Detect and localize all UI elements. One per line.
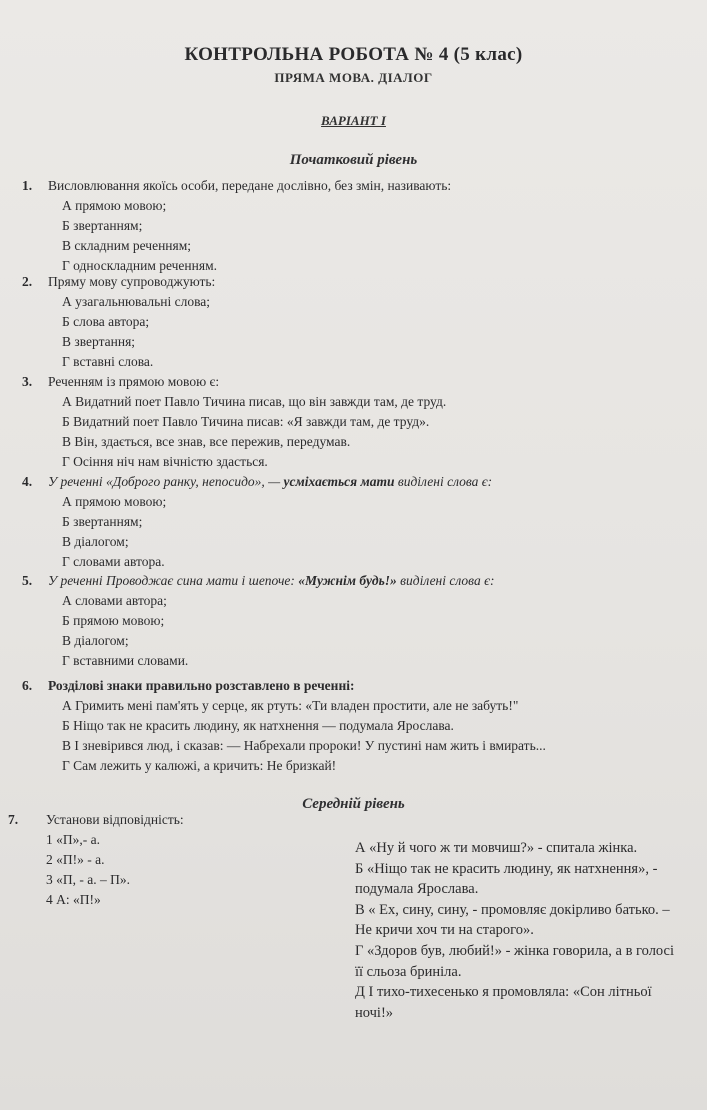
- match-right-item: Г «Здоров був, любий!» - жінка говорила, а в голосі її сльоза бриніла.: [355, 942, 674, 980]
- match-left-column: [46, 830, 306, 910]
- match-left-item: 1 «П»,- а.: [46, 832, 100, 847]
- answer-option: Б звертанням;: [62, 218, 143, 233]
- document-title: КОНТРОЛЬНА РОБОТА № 4 (5 клас): [184, 44, 523, 65]
- answer-option: А Гримить мені пам'ять у серце, як ртуть: «Ти владен простити, але не забуть!": [62, 698, 519, 713]
- question-number: 6.: [22, 678, 33, 693]
- answer-option: Г односкладним реченням.: [62, 258, 217, 273]
- answer-option: В діалогом;: [62, 633, 129, 648]
- question-3: [22, 372, 692, 472]
- question-number: 2.: [22, 274, 33, 289]
- question-text: Пряму мову супроводжують:: [48, 274, 216, 289]
- answer-option: Г вставними словами.: [62, 653, 189, 668]
- question-2: [22, 272, 692, 372]
- match-right-item: А «Ну й чого ж ти мовчиш?» - спитала жінка.: [355, 840, 638, 856]
- answer-option: Г словами автора.: [62, 554, 165, 569]
- answer-option: Б Ніщо так не красить людину, як натхнення — подумала Ярослава.: [62, 718, 454, 733]
- question-text: У реченні «Доброго ранку, непосидо», — усміхається мати виділені слова є:: [48, 474, 493, 489]
- question-number: 3.: [22, 374, 33, 389]
- match-left-item: 2 «П!» - а.: [46, 852, 105, 867]
- answer-option: А Видатний поет Павло Тичина писав, що він завжди там, де труд.: [62, 394, 447, 409]
- question-text: У реченні Проводжає сина мати і шепоче: «Мужнім будь!» виділені слова є:: [48, 573, 495, 588]
- match-right-item: Б «Ніщо так не красить людину, як натхнення», - подумала Ярослава.: [355, 860, 658, 898]
- answer-option: В звертання;: [62, 334, 136, 349]
- answer-option: А прямою мовою;: [62, 494, 167, 509]
- answer-option: В Він, здається, все знав, все пережив, передумав.: [62, 434, 351, 449]
- match-left-item: 4 А: «П!»: [46, 892, 101, 907]
- answer-option: А словами автора;: [62, 593, 167, 608]
- match-right-column: [355, 838, 685, 1023]
- answer-option: А прямою мовою;: [62, 198, 167, 213]
- variant-heading: ВАРІАНТ І: [321, 113, 386, 128]
- answer-option: В складним реченням;: [62, 238, 192, 253]
- level-heading-middle: Середній рівень: [302, 796, 405, 812]
- question-number: 5.: [22, 573, 33, 588]
- answer-option: В діалогом;: [62, 534, 129, 549]
- answer-option: Г Сам лежить у калюжі, а кричить: Не бризкай!: [62, 758, 337, 773]
- question-text: Висловлювання якоїсь особи, передане дослівно, без змін, називають:: [48, 178, 452, 193]
- question-text: Розділові знаки правильно розставлено в реченні:: [48, 678, 355, 693]
- answer-option: Г вставні слова.: [62, 354, 154, 369]
- question-4: [22, 472, 692, 572]
- question-number: 7.: [8, 812, 19, 827]
- level-heading-initial: Початковий рівень: [289, 152, 418, 168]
- answer-option: А узагальнювальні слова;: [62, 294, 211, 309]
- question-7: [8, 810, 678, 830]
- question-number: 4.: [22, 474, 33, 489]
- answer-option: Б звертанням;: [62, 514, 143, 529]
- question-text: Установи відповідність:: [46, 812, 184, 827]
- match-right-item: В « Ех, сину, сину, - промовляє докірливо батько. – Не кричи хоч ти на старого».: [355, 901, 670, 939]
- answer-option: Б слова автора;: [62, 314, 150, 329]
- answer-option: Г Осіння ніч нам вічністю здасться.: [62, 454, 268, 469]
- document-subtitle: ПРЯМА МОВА. ДІАЛОГ: [274, 70, 433, 85]
- answer-option: Б прямою мовою;: [62, 613, 165, 628]
- answer-option: Б Видатний поет Павло Тичина писав: «Я завжди там, де труд».: [62, 414, 430, 429]
- question-number: 1.: [22, 178, 33, 193]
- question-text: Реченням із прямою мовою є:: [48, 374, 220, 389]
- question-5: [22, 571, 692, 671]
- answer-option: В І зневірився люд, і сказав: — Набрехали пророки! У пустині нам жить і вмирать...: [62, 738, 546, 753]
- match-right-item: Д І тихо-тихесенько я промовляла: «Сон літньої ночі!»: [355, 984, 652, 1021]
- match-left-item: 3 «П, - а. – П».: [46, 872, 130, 887]
- question-6: [22, 676, 692, 776]
- question-1: [22, 176, 692, 276]
